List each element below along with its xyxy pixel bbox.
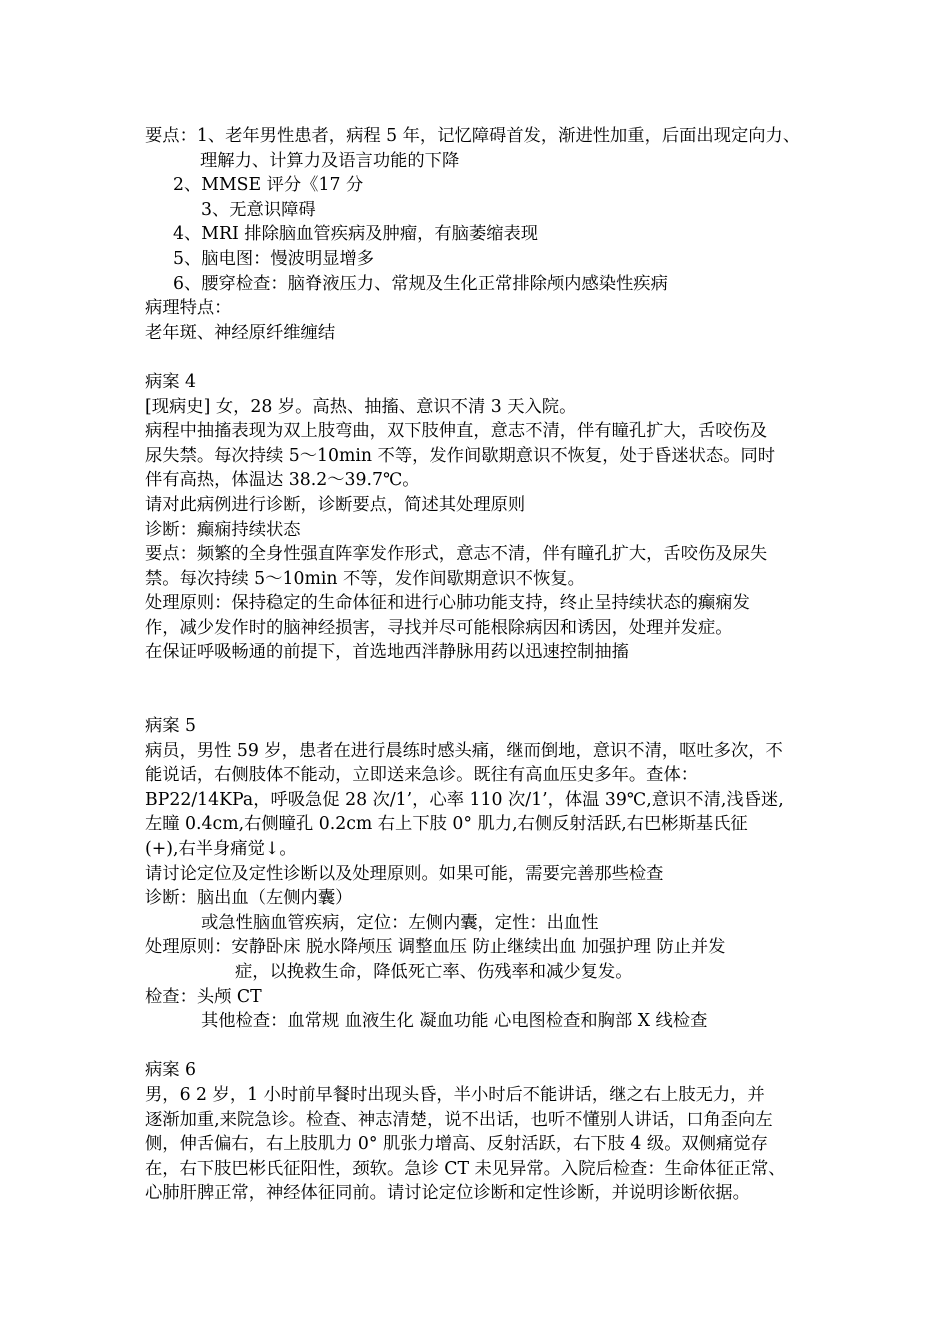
case4-desc-1: 病程中抽搐表现为双上肢弯曲，双下肢伸直，意志不清，伴有瞳孔扩大，舌咬伤及 [145,421,768,442]
case4-desc-3: 伴有高热，体温达 38.2～39.7℃。 [145,470,420,491]
case6-desc-3: 侧，伸舌偏右，右上肢肌力 0° 肌张力增高、反射活跃，右下肢 4 级。双侧痛觉存 [145,1134,768,1155]
case4-diagnosis: 诊断：癫痫持续状态 [145,519,301,540]
case5-exam-other: 其他检查：血常规 血液生化 凝血功能 心电图检查和胸部 X 线检查 [201,1011,708,1032]
case4-points-1: 要点：频繁的全身性强直阵挛发作形式，意志不清，伴有瞳孔扩大，舌咬伤及尿失 [145,544,768,565]
case3-point-6: 6、腰穿检查：脑脊液压力、常规及生化正常排除颅内感染性疾病 [173,273,668,294]
case5-question: 请讨论定位及定性诊断以及处理原则。如果可能，需要完善那些检查 [145,863,664,884]
case5-desc-3: BP22/14KPa，呼吸急促 28 次/1’，心率 110 次/1’，体温 39℃,意识不清,浅昏迷, [145,789,784,810]
spacer [145,1034,813,1059]
document-page [145,124,813,1206]
case5-diagnosis-alt: 或急性脑血管疾病，定位：左侧内囊，定性：出血性 [201,912,599,933]
case3-point-2: 2、MMSE 评分《17 分 [173,175,364,196]
case3-points-line2: 理解力、计算力及语言功能的下降 [200,150,460,171]
case4-treatment-2: 作，减少发作时的脑神经损害，寻找并尽可能根除病因和诱因，处理并发症。 [145,617,733,638]
case6-desc-5: 心肺肝脾正常，神经体征同前。请讨论定位诊断和定性诊断，并说明诊断依据。 [145,1183,750,1204]
case5-diagnosis: 诊断：脑出血（左侧内囊） [145,888,353,909]
case4-treatment-3: 在保证呼吸畅通的前提下，首选地西泮静脉用药以迅速控制抽搐 [145,642,629,663]
spacer [145,665,813,714]
case3-point-3: 3、无意识障碍 [201,199,316,220]
case5-desc-1: 病员，男性 59 岁，患者在进行晨练时感头痛，继而倒地，意识不清，呕吐多次，不 [145,740,783,761]
case4-desc-2: 尿失禁。每次持续 5～10min 不等，发作间歇期意识不恢复，处于昏迷状态。同时 [145,445,776,466]
case3-points-line1: 要点：1、老年男性患者，病程 5 年，记忆障碍首发，渐进性加重，后面出现定向力、 [145,126,801,146]
case6-title: 病案 6 [145,1060,197,1081]
case6-desc-4: 在，右下肢巴彬氏征阳性，颈软。急诊 CT 未见异常。入院后检查：生命体征正常、 [145,1158,786,1179]
case5-desc-4: 左瞳 0.4cm,右侧瞳孔 0.2cm 右上下肢 0° 肌力,右侧反射活跃,右巴彬斯基氏征 [145,814,748,835]
case6-desc-1: 男，6 2 岁，1 小时前早餐时出现头昏，半小时后不能讲话，继之右上肢无力，并 [145,1084,765,1105]
case4-points-2: 禁。每次持续 5～10min 不等，发作间歇期意识不恢复。 [145,568,585,589]
case3-pathology-label: 病理特点： [145,298,232,319]
case3-pathology-text: 老年斑、神经原纤维缠结 [145,322,336,343]
case4-title: 病案 4 [145,371,197,392]
case5-treatment-2: 症，以挽救生命，降低死亡率、伤残率和减少复发。 [235,962,633,982]
spacer [145,345,813,370]
case6-desc-2: 逐渐加重,来院急诊。检查、神志清楚，说不出话，也听不懂别人讲话，口角歪向左 [145,1109,773,1130]
case5-treatment-1: 处理原则：安静卧床 脱水降颅压 调整血压 防止继续出血 加强护理 防止并发 [145,937,726,958]
case4-history: [现病史] 女，28 岁。高热、抽搐、意识不清 3 天入院。 [145,396,577,417]
case5-desc-2: 能说话，右侧肢体不能动，立即送来急诊。既往有高血压史多年。查体： [145,765,699,786]
case5-title: 病案 5 [145,716,197,737]
case5-desc-5: (+),右半身痛觉↓。 [145,839,297,860]
case4-treatment-1: 处理原则：保持稳定的生命体征和进行心肺功能支持，终止呈持续状态的癫痫发 [145,593,750,614]
case5-exam: 检查：头颅 CT [145,986,262,1007]
case3-point-5: 5、脑电图：慢波明显增多 [173,248,375,269]
case3-point-4: 4、MRI 排除脑血管疾病及肿瘤，有脑萎缩表现 [173,224,539,245]
case4-question: 请对此病例进行诊断，诊断要点，简述其处理原则 [145,494,526,515]
